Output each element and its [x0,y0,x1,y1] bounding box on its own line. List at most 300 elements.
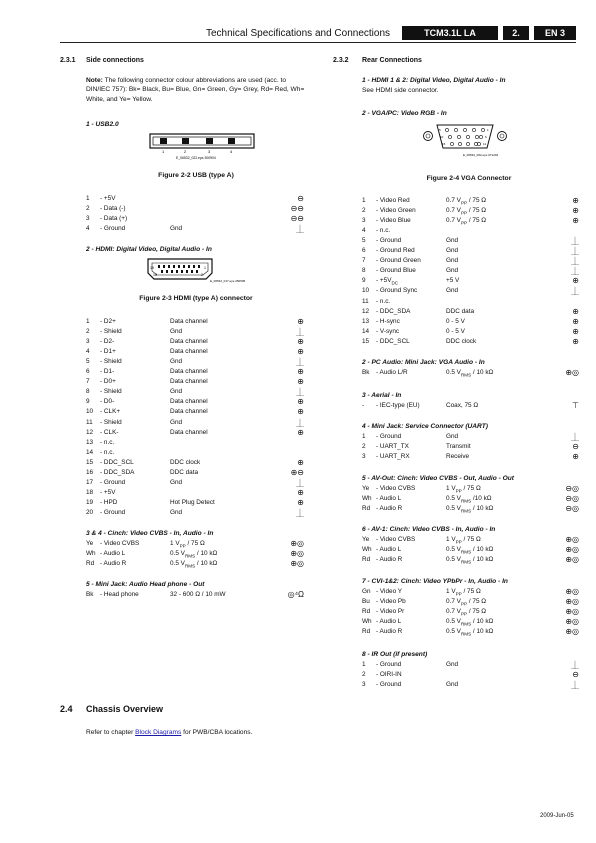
pin-name: - D0- [100,398,115,406]
pin-name: - D1+ [100,348,116,356]
pin-name: - Video Green [376,207,416,215]
pc-audio-heading: 2 - PC Audio: Mini Jack: VGA Audio - In [362,359,485,366]
pin-number: 4 [362,227,366,235]
pin-name: - Ground [376,681,402,689]
chassis-section-number: 2.4 [60,704,73,714]
usb-heading: 1 - USB2.0 [86,121,119,128]
vga-connector-figure [415,120,515,162]
pin-number: 7 [86,378,90,386]
pin-number: Rd [362,608,371,616]
model-badge: TCM3.1L LA [402,26,498,40]
pin-number: Wh [362,546,372,554]
pin-number: 14 [362,327,370,335]
table-row [362,671,579,681]
vga-pin-label: 5 [439,128,441,132]
usb-pin-label: 1 [162,149,165,154]
pin-name: - Head phone [100,591,139,598]
pin-name: - Audio R [376,505,403,513]
chapter-badge: 2. [503,26,529,40]
pin-value: 0.7 $V_{PP} / 75$ Ω [446,598,487,607]
table-row [362,453,579,463]
pin-number: 5 [362,237,366,245]
cinch-side-heading: 3 & 4 - Cinch: Video CVBS - In, Audio - In [86,530,214,537]
pin-number: 1 [362,661,366,668]
pin-name: - Data (+) [100,215,128,223]
pin-number: 8 [86,388,90,396]
pin-name: - $+5V_{DC}$ [376,277,399,286]
table-row [362,485,579,495]
table-row [362,277,579,287]
hdmi-pin-label: 2 [201,273,203,277]
hdmi-figure-code: E_06532_017.eps 250505 [210,279,246,283]
signal-symbol-icon: ⊖⊖ [290,214,304,224]
block-diagrams-link[interactable]: Block Diagrams [135,729,182,736]
pin-number: 13 [86,438,94,446]
signal-symbol-icon: ⊖◎ [565,484,579,493]
signal-symbol-icon: ⊕ [572,206,579,216]
pin-name: - Audio R [376,556,403,564]
pin-name: - D0+ [100,378,116,386]
pin-name: - V-sync [376,327,400,335]
pin-value: 0.5 $V_{RMS} / 10$ kΩ [446,628,494,637]
pin-name: - Ground Sync [376,287,418,295]
pin-number: - [362,402,365,409]
pin-name: - +5V [100,195,116,202]
hdmi-caption: Figure 2-3 HDMI (type A) connector [139,295,253,302]
table-row [362,505,579,515]
pin-number: Bk [362,369,370,376]
pin-number: 6 [362,247,366,255]
pin-name: - Audio L [376,618,402,626]
signal-symbol-icon: ⏊ [296,225,304,235]
pin-number: 15 [362,337,370,345]
hdmi-pin-label: 19 [150,266,154,270]
vga-pin-label: 1 [487,128,489,132]
table-row [362,608,579,618]
header-title: Technical Specifications and Connections [206,28,390,39]
pin-name: - Video Pb [376,598,406,606]
pin-number: 3 [86,338,90,346]
pin-number: 10 [362,287,370,295]
hdmi-connector-figure [140,256,246,288]
note-text: The following connector colour abbreviations are used (acc. to DIN/IEC 757): Bk= Black, Bu= Blue, Gn= Green, Gy= Grey, Rd= Red, Wh= White, and Ye= Yellow. [86,77,305,103]
pin-value: Gnd [170,478,183,486]
pin-value: Gnd [170,418,183,426]
signal-symbol-icon: ⏊ [296,418,304,428]
pin-name: - Shield [100,388,122,396]
table-row [86,550,304,560]
vga-heading: 2 - VGA/PC: Video RGB - In [362,110,447,117]
pin-value: DDC clock [446,337,477,345]
pin-value: Data channel [170,318,208,325]
pin-value: 0.5 $V_{RMS}$ /10 kΩ [446,495,492,504]
pin-number: Gn [362,588,371,595]
pin-name: - Ground [100,478,126,486]
signal-symbol-icon: ⏊ [571,433,579,442]
pin-name: - +5V [100,488,116,496]
pin-value: +5 V [446,277,460,285]
pin-value: Data channel [170,378,208,386]
section-title-rear: Rear Connections [362,57,422,64]
chassis-text [86,728,252,737]
pin-name: - Audio L [376,546,402,554]
table-row [362,546,579,556]
table-row [86,358,304,368]
pin-number: 19 [86,498,94,506]
table-row [362,207,579,217]
signal-symbol-icon: ⏊ [296,478,304,488]
pin-name: - Video Pr [376,608,405,616]
table-row [362,237,579,247]
signal-symbol-icon: ⏊ [296,508,304,518]
pin-name: - Ground [376,237,402,245]
pin-number: 9 [362,277,366,285]
signal-symbol-icon: ⊖ [572,442,579,452]
table-row [86,408,304,418]
vga-figure-code: E_06532_002.eps 071204 [463,153,499,157]
table-row [86,469,304,479]
pin-value: Data channel [170,408,208,416]
signal-symbol-icon: ⏊ [296,388,304,398]
usb-connector-figure [148,130,264,162]
hdmi-pin-label: 18 [153,273,157,277]
pin-name: - HPD [100,498,118,506]
pin-number: 6 [86,368,90,376]
signal-symbol-icon: ⏊ [571,661,579,670]
pin-number: Wh [362,495,372,503]
pin-number: 8 [362,267,366,275]
vga-pin-label: 11 [483,142,487,146]
pin-name: - DDC_SDA [376,307,411,315]
signal-symbol-icon: ⊕ [572,336,579,346]
pin-name: - n.c. [376,297,391,305]
table-row [86,388,304,398]
signal-symbol-icon: ⊕ [297,397,304,407]
signal-symbol-icon: ⊖⊖ [290,204,304,214]
pin-name: - n.c. [376,227,391,235]
pin-name: - Ground [376,661,402,668]
pin-name: - D1- [100,368,115,376]
pin-name: - Data (-) [100,205,126,213]
pin-value: Gnd [170,388,183,396]
table-row [86,591,304,601]
pin-name: - Video Blue [376,217,411,225]
pin-number: 4 [86,348,90,356]
pin-name: - Video CVBS [376,536,416,543]
pin-number: 2 [362,671,366,679]
table-row [362,556,579,566]
pin-name: - IEC-type (EU) [376,402,420,409]
table-row [362,618,579,628]
pin-value: 32 - 600 Ω / 10 mW [170,591,226,598]
pin-name: - Ground Blue [376,267,416,275]
table-row [86,449,304,459]
signal-symbol-icon: ⊕◎ [565,587,579,596]
usb-pin-label: 3 [208,149,211,154]
signal-symbol-icon: ⊕ [297,337,304,347]
table-row [362,495,579,505]
pin-number: 11 [362,297,369,305]
pin-value: Coax, 75 Ω [446,402,479,409]
pin-name: - CLK- [100,428,119,436]
signal-symbol-icon: ⊖◎ [565,494,579,504]
signal-symbol-icon: ⊕ [572,216,579,226]
table-row [86,499,304,509]
pin-number: 16 [86,468,94,476]
pin-name: - Video Y [376,588,403,595]
table-row [362,402,579,412]
chassis-section-title: Chassis Overview [86,704,164,714]
pin-value: Gnd [170,225,183,233]
aerial-heading: 3 - Aerial - In [362,392,402,399]
pin-value: DDC data [170,468,199,476]
pin-number: 20 [86,508,94,516]
table-row [86,439,304,449]
pin-number: Ye [362,536,370,543]
pin-name: - UART_RX [376,453,410,461]
language-badge: EN 3 [534,26,576,40]
pin-number: 4 [86,225,90,233]
table-row [86,429,304,439]
pin-number: 2 [362,443,366,451]
signal-symbol-icon: ⏊ [571,287,579,297]
pin-name: - CLK+ [100,408,121,416]
pin-number: 1 [362,433,366,440]
signal-symbol-icon: ⊕ [572,196,579,205]
ir-heading: 8 - IR Out (if present) [362,651,428,658]
pin-value: Data channel [170,428,208,436]
signal-symbol-icon: ⊕◎ [565,545,579,555]
pin-value: 0.7 $V_{PP} / 75$ Ω [446,207,487,216]
signal-symbol-icon: ⏊ [571,257,579,267]
pin-number: 2 [86,328,90,336]
pin-value: Hot Plug Detect [170,498,215,506]
pin-name: - Audio L [100,550,126,558]
cvi-heading: 7 - CVI-1&2: Cinch: Video YPbPr - In, Audio - In [362,578,508,585]
signal-symbol-icon: ⏊ [571,267,579,277]
table-row [86,378,304,388]
table-row [362,369,579,379]
pin-value: 0.5 $V_{RMS} / 10$ kΩ [170,560,218,569]
signal-symbol-icon: ⊕◎ [565,627,579,637]
table-row [362,588,579,598]
pin-name: - Video CVBS [376,485,416,492]
pin-value: Gnd [446,247,459,255]
pin-number: 1 [362,197,366,204]
pin-name: - Video Red [376,197,410,204]
usb-pin-label: 4 [230,149,233,154]
signal-symbol-icon: ⊕◎ [565,555,579,565]
pin-value: Gnd [446,237,459,245]
table-row [362,536,579,546]
table-row [362,443,579,453]
signal-symbol-icon: ⊕ [572,316,579,326]
pin-name: - UART_TX [376,443,409,451]
pin-number: Rd [362,628,371,636]
pin-value: Gnd [446,433,459,440]
pin-number: 1 [86,195,90,202]
pin-value: Data channel [170,398,208,406]
table-row [86,368,304,378]
signal-symbol-icon: ⊕ [572,452,579,462]
pin-number: 2 [86,205,90,213]
pin-number: 11 [86,418,93,426]
usb-figure-code: E_06532_022.eps 300904 [176,156,216,160]
pin-value: 0.7 $V_{PP} / 75$ Ω [446,608,487,617]
signal-symbol-icon: ⊕ [297,377,304,387]
vga-pin-label: 6 [485,135,487,139]
table-row [362,318,579,328]
pin-name: - Audio R [100,560,127,568]
table-row [362,287,579,297]
pin-number: 12 [86,428,94,436]
pin-name: - Ground [100,225,126,233]
table-row [86,205,304,215]
pin-number: Ye [86,540,94,547]
pin-number: 14 [86,448,94,456]
signal-symbol-icon: ⊕◎ [565,535,579,544]
signal-symbol-icon: ⊕◎ [565,597,579,607]
table-row [362,628,579,638]
pin-name: - Audio L/R [376,369,408,376]
pin-value: 0.5 $V_{RMS} / 10$ kΩ [446,505,494,514]
hdmi-rear-text: See HDMI side connector. [362,87,439,94]
table-row [362,328,579,338]
table-row [86,509,304,519]
footer-date: 2009-Jun-05 [540,813,574,819]
section-number-rear: 2.3.2 [333,57,349,64]
pin-number: 15 [86,458,94,466]
pin-number: Rd [86,560,95,568]
signal-symbol-icon: ⊕◎ [565,368,579,377]
pin-value: 1 $V_{PP} / 75$ Ω [170,540,205,549]
headphone-heading: 5 - Mini Jack: Audio Head phone - Out [86,581,205,588]
pin-name: - DDC_SDA [100,468,135,476]
pin-number: 2 [362,207,366,215]
pin-value: Data channel [170,348,208,356]
table-row [362,257,579,267]
section-title-side: Side connections [86,57,144,64]
pin-number: 3 [362,681,366,689]
chassis-text-before: Refer to chapter [86,729,136,736]
pin-value: Gnd [446,287,459,295]
signal-symbol-icon: ⏊ [571,681,579,691]
pin-name: - DDC_SCL [100,458,134,466]
pin-number: 5 [86,358,90,366]
pin-value: Gnd [170,508,183,516]
pin-value: Gnd [446,661,459,668]
pin-number: Rd [362,505,371,513]
usb-pin-label: 2 [184,149,187,154]
table-row [362,661,579,671]
pin-name: - Ground Red [376,247,415,255]
table-row [362,433,579,443]
table-row [362,227,579,237]
header-rule [60,42,576,43]
table-row [362,338,579,348]
table-row [86,215,304,225]
pin-name: - Audio R [376,628,403,636]
pin-number: 1 [86,318,90,325]
pin-value: 1 $V_{PP} / 75$ Ω [446,588,481,597]
table-row [86,225,304,235]
pin-value: Gnd [446,681,459,689]
pin-number: 3 [362,453,366,461]
pin-number: 3 [362,217,366,225]
pin-value: 0 - 5 V [446,317,465,325]
pin-number: Bu [362,598,370,606]
table-row [362,308,579,318]
pin-value: Transmit [446,443,471,451]
signal-symbol-icon: ⊕◎ [290,559,304,569]
pin-name: - Audio L [376,495,402,503]
pin-value: Data channel [170,368,208,376]
pin-value: Gnd [170,328,183,336]
pin-name: - n.c. [100,448,115,456]
signal-symbol-icon: ⊕ [297,317,304,326]
signal-symbol-icon: ⊕ [297,427,304,437]
pin-name: - D2+ [100,318,116,325]
pin-value: 1 $V_{PP} / 75$ Ω [446,536,481,545]
pin-name: - DDC_SCL [376,337,410,345]
hdmi-pin-label: 1 [204,266,206,270]
signal-symbol-icon: ◎⁴Ω [287,590,304,599]
chassis-text-after: for PWB/CBA locations. [181,729,253,736]
pin-number: 10 [86,408,94,416]
pin-name: - Shield [100,418,122,426]
table-row [362,247,579,257]
pin-number: 3 [86,215,90,223]
pin-number: 17 [86,478,94,486]
signal-symbol-icon: ⊕ [297,497,304,507]
pin-number: Bk [86,591,94,598]
signal-symbol-icon: ⊕⊖ [290,467,304,477]
signal-symbol-icon: ⊕ [297,407,304,417]
signal-symbol-icon: ⏊ [571,237,579,247]
pin-value: 0.5 $V_{RMS} / 10$ kΩ [170,550,218,559]
hdmi-rear-heading: 1 - HDMI 1 & 2: Digital Video, Digital Audio - In [362,77,506,84]
av-out-heading: 5 - AV-Out: Cinch: Video CVBS - Out, Audio - Out [362,475,515,482]
table-row [86,479,304,489]
signal-symbol-icon: ⊕ [572,326,579,336]
usb-caption: Figure 2-2 USB (type A) [158,172,234,179]
service-heading: 4 - Mini Jack: Service Connector (UART) [362,423,488,430]
section-number-side: 2.3.1 [60,57,76,64]
pin-value: Receive [446,453,470,461]
pin-value: Gnd [446,257,459,265]
signal-symbol-icon: ⊕ [572,306,579,316]
pin-number: 12 [362,307,370,315]
pin-value: 0.7 $V_{PP} / 75$ Ω [446,217,487,226]
pin-value: Gnd [170,358,183,366]
table-row [86,540,304,550]
pin-value: 0.7 $V_{PP} / 75$ Ω [446,197,487,206]
pin-name: - Video CVBS [100,540,140,547]
pin-name: - n.c. [100,438,115,446]
note-label: Note: [86,77,103,84]
pin-name: - OIRI-IN [376,671,402,679]
pin-value: Data channel [170,338,208,346]
table-row [362,267,579,277]
table-row [86,328,304,338]
signal-symbol-icon: ⊤ [572,401,579,410]
pin-name: - Ground [100,508,126,516]
pin-number: 9 [86,398,90,406]
pin-value: 0.5 $V_{RMS} / 10$ kΩ [446,369,494,378]
table-row [86,318,304,328]
signal-symbol-icon: ⊖ [572,670,579,680]
signal-symbol-icon: ⊕◎ [290,549,304,559]
